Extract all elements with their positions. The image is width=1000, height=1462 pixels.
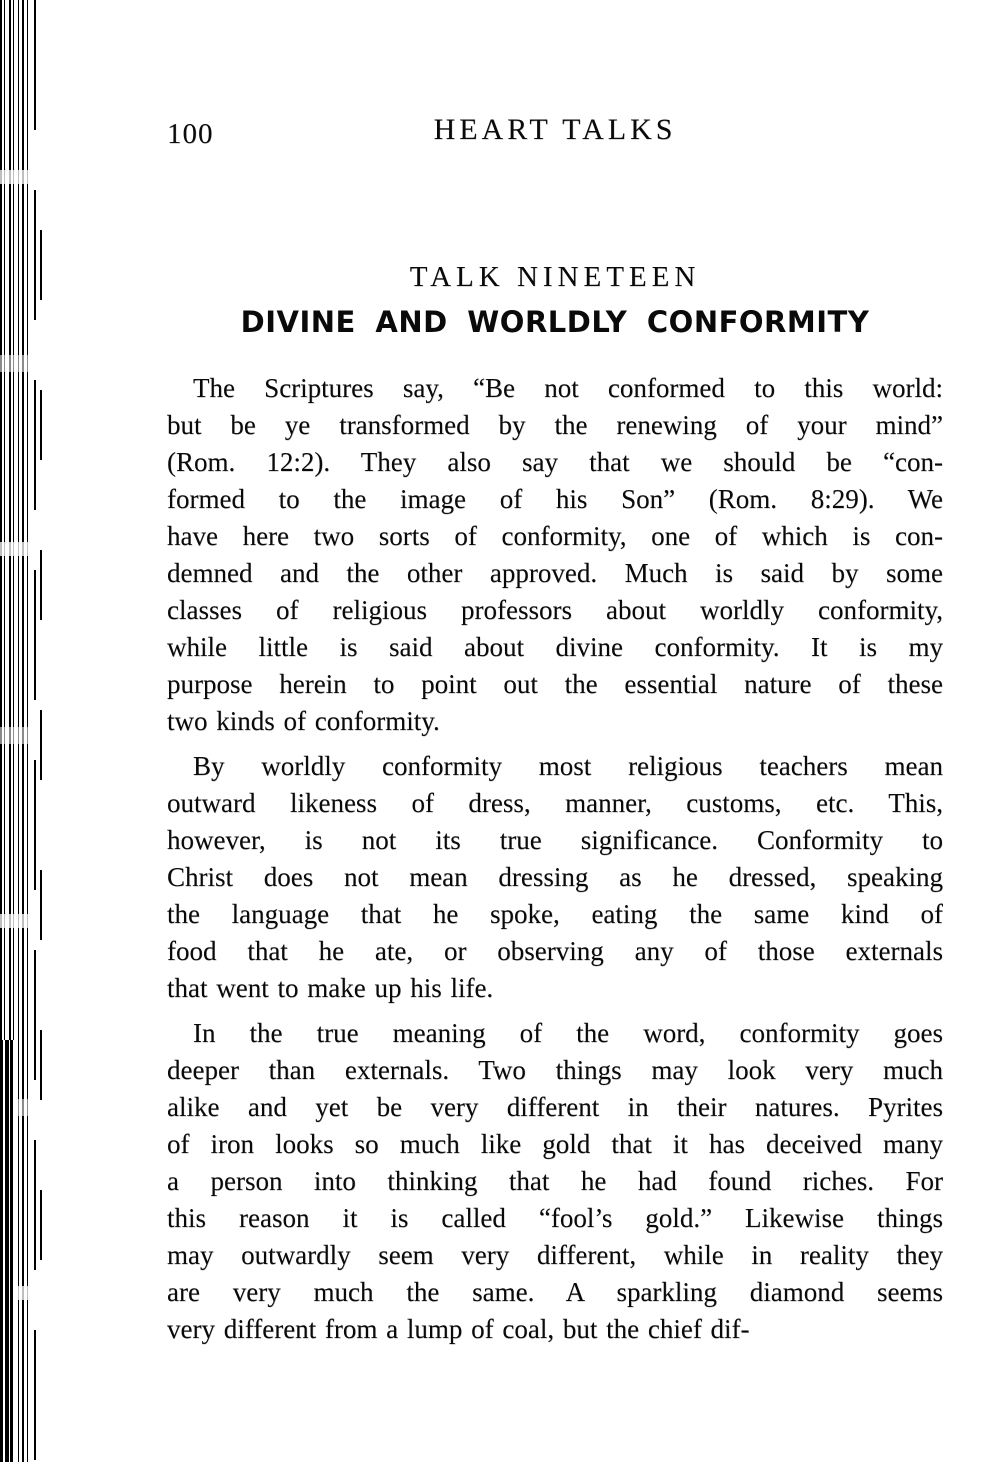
text-line: while little is said about divine conformity. It is my xyxy=(167,632,943,662)
running-title: HEART TALKS xyxy=(433,113,677,146)
text-line: alike and yet be very different in their natures. Pyrites xyxy=(167,1092,943,1122)
text-line: a person into thinking that he had found riches. For xyxy=(167,1166,943,1196)
text-line: (Rom. 12:2). They also say that we should be “con- xyxy=(167,447,943,477)
paragraph xyxy=(167,370,943,740)
text-line: this reason it is called “fool’s gold.” Likewise things xyxy=(167,1203,943,1233)
text-line: By worldly conformity most religious teachers mean xyxy=(193,751,943,781)
text-line: food that he ate, or observing any of those externals xyxy=(167,936,943,966)
gutter-streak-line xyxy=(40,230,42,1330)
talk-number-heading: TALK NINETEEN xyxy=(409,261,701,293)
paragraph xyxy=(167,748,943,1007)
text-line: formed to the image of his Son” (Rom. 8:29). We xyxy=(167,484,943,514)
text-line: two kinds of conformity. xyxy=(167,706,440,736)
text-line: outward likeness of dress, manner, customs, etc. This, xyxy=(167,788,943,818)
text-line: classes of religious professors about worldly conformity, xyxy=(167,595,943,625)
text-line: The Scriptures say, “Be not conformed to this world: xyxy=(193,373,943,403)
page-number: 100 xyxy=(167,118,214,150)
text-column xyxy=(167,370,943,1356)
text-line: Christ does not mean dressing as he dressed, speaking xyxy=(167,862,943,892)
text-line: but be ye transformed by the renewing of your mind” xyxy=(167,410,943,440)
text-line: that went to make up his life. xyxy=(167,973,494,1003)
text-line: the language that he spoke, eating the same kind of xyxy=(167,899,943,929)
text-line: are very much the same. A sparkling diamond seems xyxy=(167,1277,943,1307)
text-line: may outwardly seem very different, while in reality they xyxy=(167,1240,943,1270)
gutter-streak-line xyxy=(34,0,36,1462)
text-line: however, is not its true significance. Conformity to xyxy=(167,825,943,855)
text-line: purpose herein to point out the essential nature of these xyxy=(167,669,943,699)
text-line: demned and the other approved. Much is said by some xyxy=(167,558,943,588)
chapter-title: DIVINE AND WORLDLY CONFORMITY xyxy=(240,305,870,339)
text-line: very different from a lump of coal, but the chief dif- xyxy=(167,1314,750,1344)
paragraph xyxy=(167,1015,943,1348)
text-line: of iron looks so much like gold that it has deceived many xyxy=(167,1129,943,1159)
gutter-shadow-dense xyxy=(0,1040,16,1462)
text-line: deeper than externals. Two things may look very much xyxy=(167,1055,943,1085)
text-line: In the true meaning of the word, conformity goes xyxy=(193,1018,943,1048)
text-line: have here two sorts of conformity, one of which is con- xyxy=(167,521,943,551)
